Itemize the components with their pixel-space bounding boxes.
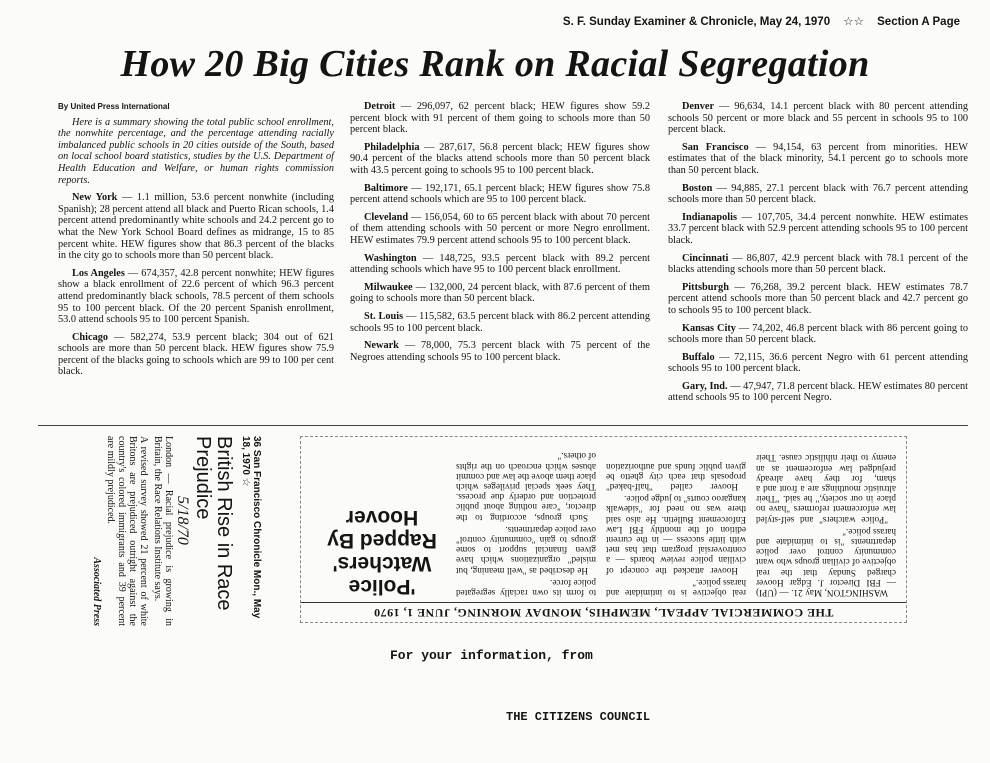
city-stats: — 156,054, 60 to 65 percent black with about 70 percent of them attending schools with 50 percent or more Negro enrollment. HEW estimates 79.9 percent attend schools 95 to 100 percent black.	[350, 211, 650, 246]
city-name: St. Louis	[364, 310, 404, 322]
commercial-appeal-headline: 'Police Watchers' Rapped By Hoover	[327, 506, 437, 598]
city-entry	[668, 282, 968, 317]
city-entry	[668, 142, 968, 177]
divider-rule	[38, 425, 968, 426]
city-name: Washington	[364, 252, 417, 264]
city-name: Detroit	[364, 101, 396, 112]
city-list-col2	[350, 101, 650, 363]
city-name: Cincinnati	[682, 252, 729, 264]
city-entry	[350, 212, 650, 247]
city-stats: — 582,274, 53.9 percent black; 304 out of 621 schools are more than 50 percent black. HEW figures show 75.9 percent of the blacks going to schools which are 99 to 100 per cent black.	[58, 331, 334, 378]
city-stats: — 192,171, 65.1 percent black; HEW figures show 75.8 percent attend schools which are 95 to 100 percent black.	[350, 182, 650, 206]
city-entry	[58, 332, 334, 378]
city-name: Cleveland	[364, 211, 409, 223]
city-entry	[350, 142, 650, 177]
city-entry	[350, 253, 650, 276]
city-stats: — 96,634, 14.1 percent black with 80 percent attending schools 50 percent or more black and 55 percent in schools 95 to 100 percent black.	[668, 101, 968, 136]
city-entry	[668, 352, 968, 375]
city-entry	[668, 101, 968, 136]
city-entry	[350, 282, 650, 305]
city-name: Buffalo	[682, 351, 715, 363]
city-stats: — 94,885, 27.1 percent black with 76.7 percent attending schools more than 50 percent black.	[668, 182, 968, 206]
city-stats: — 115,582, 63.5 percent black with 86.2 percent attending schools 95 to 100 percent black.	[350, 310, 650, 334]
city-entry	[350, 101, 650, 136]
commercial-appeal-rotated	[301, 437, 906, 622]
paragraph: London — Racial prejudice is growing in Britain, the Race Relations Institute says.	[152, 436, 174, 626]
city-entry	[350, 340, 650, 363]
city-name: Boston	[682, 182, 713, 194]
commercial-appeal-banner: THE COMMERCIAL APPEAL, MEMPHIS, MONDAY MORNING, JUNE 1, 1970	[301, 602, 906, 622]
city-name: Philadelphia	[364, 141, 420, 153]
city-stats: — 74,202, 46.8 percent black with 86 percent going to schools more than 50 percent black.	[668, 322, 968, 346]
city-entry	[668, 212, 968, 247]
city-stats: — 1.1 million, 53.6 percent nonwhite (including Spanish); 28 percent attend all black and Puerto Rican schools, 1.4 percent attend predominantly white schools and 24.2 percent go to what the New York School Board defines as midrange, 15 to 85 percent white. HEW figures show that 86.3 percent of the blacks in the city go to schools more than 50 percent black.	[58, 192, 335, 262]
city-list-col1	[58, 192, 334, 378]
chronicle-date-line: 36 San Francisco Chronicle Mon., May 18, 1970 ☆	[240, 436, 262, 619]
column-2	[350, 101, 650, 369]
paragraph: Hoover attacked the concept of civilian police review boards — a controversial program that has met with little success — in the current edition of the monthly FBI Law Enforcement Bulletin. He also said there was no need for "sidewalk kangaroo courts" to judge police.	[606, 494, 746, 576]
city-entry	[668, 183, 968, 206]
intro-paragraph: Here is a summary showing the total public school enrollment, the nonwhite percentage, and the percentage attending racially imbalanced public schools in 20 cities outside of the South, based on local school board statistics, studies by the U.S. Department of Health Education and Welfare, or human rights commission reports.	[58, 116, 334, 186]
city-entry	[668, 253, 968, 276]
city-stats: — 47,947, 71.8 percent black. HEW estimates 80 percent attend schools 95 to 100 percent Negro.	[668, 380, 968, 404]
chronicle-title: British Rise in Race Prejudice	[192, 436, 235, 611]
city-entry	[668, 381, 968, 404]
city-entry	[350, 311, 650, 334]
paragraph: He described as "well meaning, but misled" organizations which have given financial support to some groups to gain "community control" over police departments.	[456, 524, 596, 576]
city-name: Gary, Ind.	[682, 380, 728, 392]
city-stats: — 76,268, 39.2 percent black. HEW estimates 78.7 percent attend schools more than 50 percent black and 42.7 percent go to schools 95 to 100 percent black.	[668, 281, 968, 316]
city-name: San Francisco	[682, 141, 749, 153]
commercial-appeal-body	[456, 443, 896, 598]
city-stats: — 674,357, 42.8 percent nonwhite; HEW figures show a black enrollment of 22.6 percent of which 96.3 percent attend predominantly black schools, 78.5 percent of them schools 95 to 100 percent black. Of the 20 percent Spanish enrollment, 53.0 attend schools 95 to 100 percent Spanish.	[58, 267, 334, 326]
city-entry	[58, 268, 334, 326]
masthead-stars: ☆☆	[843, 16, 864, 28]
paragraph: A revised survey showed 21 percent of white Britons are prejudiced outright against the country's colored immigrants and 39 percent are mildly prejudiced.	[105, 436, 149, 626]
sender-name: THE CITIZENS COUNCIL	[506, 710, 651, 724]
column-3	[668, 101, 968, 410]
city-stats: — 148,725, 93.5 percent black with 89.2 percent attending schools which have 95 to 100 percent black enrollment.	[350, 252, 650, 276]
chronicle-clipping	[52, 436, 262, 626]
masthead	[553, 14, 960, 28]
city-name: Baltimore	[364, 182, 408, 194]
paragraph: "Police watchers" and self-styled law enforcement reformers "have no place in our society," he said. "Their altruistic mouthings are a front and a sham, for they have already prejudged law enforcement as an enemy to their nihilistic cause. Their real objective is to intimidate and harass police."	[606, 453, 896, 598]
city-stats: — 94,154, 63 percent from minorities. HEW estimates that of the black minority, 54.1 percent go to schools more than 50 percent black.	[668, 141, 968, 176]
city-stats: — 132,000, 24 percent black, with 87.6 percent of them going to schools more than 50 percent black.	[350, 281, 650, 305]
paragraph: Hoover called "half-baked" proposals that each city ghetto be given public funds and authorization to form its own racially segregated police force.	[456, 461, 746, 598]
city-stats: — 78,000, 75.3 percent black with 75 percent of the Negroes attending schools 95 to 100 percent black.	[350, 340, 650, 363]
handwritten-date: 5/18/70	[174, 496, 191, 545]
city-entry	[58, 192, 334, 262]
fyi-line: For your information, from	[390, 648, 593, 663]
city-stats: — 72,115, 36.6 percent Negro with 61 percent attending schools 95 to 100 percent black.	[668, 351, 968, 375]
paragraph: Such groups, according to the director, "care nothing about public protection and orderly due process. They seek special privileges which place them above the law and commit abuses which encroach on the rights of others."	[456, 451, 596, 523]
chronicle-body	[105, 436, 174, 626]
city-stats: — 86,807, 42.9 percent black with 78.1 percent of the blacks attending schools more than 50 percent black.	[668, 252, 968, 276]
city-name: Newark	[364, 340, 399, 352]
chronicle-credit: Associated Press	[91, 557, 102, 626]
city-name: Los Angeles	[72, 267, 125, 279]
headline: How 20 Big Cities Rank on Racial Segregation	[120, 43, 870, 85]
city-entry	[668, 323, 968, 346]
city-name: Indianapolis	[682, 211, 737, 223]
city-list-col3	[668, 101, 968, 404]
city-name: Milwaukee	[364, 281, 413, 293]
commercial-appeal-clipping	[300, 436, 907, 623]
city-entry	[350, 183, 650, 206]
city-stats: — 107,705, 34.4 percent nonwhite. HEW estimates 33.7 percent black with 52.9 percent attending schools 95 to 100 percent black.	[668, 211, 968, 246]
city-name: New York	[72, 192, 118, 204]
masthead-section: Section A Page	[877, 16, 960, 28]
city-name: Pittsburgh	[682, 281, 729, 293]
city-stats: — 296,097, 62 percent black; HEW figures show 59.2 percent block with 91 percent of them going to schools more than 50 percent black.	[350, 101, 650, 136]
chronicle-clipping-rotated	[52, 436, 262, 626]
column-1	[58, 101, 334, 384]
city-name: Denver	[682, 101, 715, 112]
masthead-paper: S. F. Sunday Examiner & Chronicle, May 24, 1970	[562, 16, 831, 28]
byline: By United Press International	[58, 102, 170, 111]
city-name: Chicago	[72, 331, 109, 343]
city-name: Kansas City	[682, 322, 736, 334]
city-stats: — 287,617, 56.8 percent black; HEW figures show 90.4 percent of the blacks attend schools more than 50 percent black with 43.5 percent going to schools 95 to 100 percent black.	[350, 141, 650, 176]
paragraph: WASHINGTON, May 21. — (UPI) — FBI Director J. Edgar Hoover charged Sunday that the real objective of civilian groups who want community control over police departments "is to intimidate and harass police."	[756, 526, 896, 598]
